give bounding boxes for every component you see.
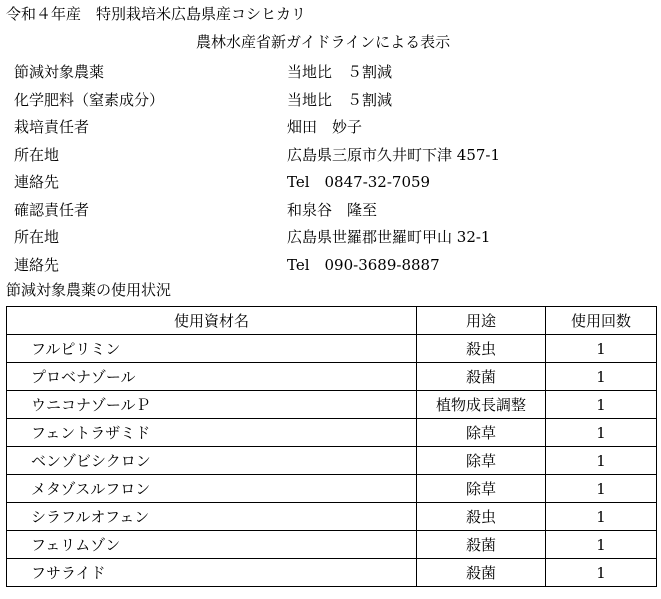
material-name: プロベナゾール — [7, 363, 417, 391]
table-row — [7, 335, 657, 363]
info-value-grower: 畑田 妙子 — [287, 118, 363, 136]
info-label-chemical-fertilizer: 化学肥料（窒素成分） — [14, 91, 165, 109]
table-row — [7, 363, 657, 391]
info-value-chemical-fertilizer: 当地比 ５割減 — [287, 91, 393, 109]
table-row — [7, 559, 657, 587]
document-title: 令和４年産 特別栽培米広島県産コシヒカリ — [6, 5, 307, 23]
material-name: フェリムゾン — [7, 531, 417, 559]
info-label-verifier-address: 所在地 — [14, 228, 60, 246]
material-purpose: 殺菌 — [417, 559, 546, 587]
table-row — [7, 419, 657, 447]
pesticide-usage-table — [6, 306, 657, 587]
table-header-row — [7, 307, 657, 335]
material-purpose: 除草 — [417, 475, 546, 503]
info-value-verifier-contact: Tel 090-3689-8887 — [287, 256, 440, 274]
table-row — [7, 503, 657, 531]
material-count: 1 — [546, 475, 657, 503]
material-purpose: 除草 — [417, 419, 546, 447]
info-label-verifier: 確認責任者 — [14, 201, 90, 219]
info-label-grower-contact: 連絡先 — [14, 173, 60, 191]
material-count: 1 — [546, 363, 657, 391]
material-count: 1 — [546, 503, 657, 531]
table-row — [7, 447, 657, 475]
material-purpose: 殺菌 — [417, 531, 546, 559]
material-count: 1 — [546, 447, 657, 475]
info-label-grower: 栽培責任者 — [14, 118, 90, 136]
usage-heading: 節減対象農薬の使用状況 — [6, 281, 172, 299]
material-purpose: 除草 — [417, 447, 546, 475]
column-header-material: 使用資材名 — [7, 307, 417, 335]
column-header-count: 使用回数 — [546, 307, 657, 335]
table-row — [7, 475, 657, 503]
material-name: フェントラザミド — [7, 419, 417, 447]
column-header-purpose: 用途 — [417, 307, 546, 335]
info-value-verifier: 和泉谷 隆至 — [287, 201, 378, 219]
material-purpose: 殺虫 — [417, 503, 546, 531]
material-name: フサライド — [7, 559, 417, 587]
material-name: シラフルオフェン — [7, 503, 417, 531]
material-name: フルピリミン — [7, 335, 417, 363]
material-count: 1 — [546, 419, 657, 447]
document-subtitle: 農林水産省新ガイドラインによる表示 — [196, 33, 451, 51]
material-count: 1 — [546, 531, 657, 559]
material-count: 1 — [546, 335, 657, 363]
material-name: ウニコナゾールＰ — [7, 391, 417, 419]
info-label-reduced-pesticide: 節減対象農薬 — [14, 63, 105, 81]
info-label-grower-address: 所在地 — [14, 146, 60, 164]
info-value-grower-address: 広島県三原市久井町下津 457-1 — [287, 146, 501, 164]
info-value-reduced-pesticide: 当地比 ５割減 — [287, 63, 393, 81]
table-row — [7, 391, 657, 419]
material-purpose: 殺菌 — [417, 363, 546, 391]
material-name: メタゾスルフロン — [7, 475, 417, 503]
material-name: ベンゾビシクロン — [7, 447, 417, 475]
table-row — [7, 531, 657, 559]
info-value-grower-contact: Tel 0847-32-7059 — [287, 173, 431, 191]
info-value-verifier-address: 広島県世羅郡世羅町甲山 32-1 — [287, 228, 491, 246]
material-purpose: 殺虫 — [417, 335, 546, 363]
material-count: 1 — [546, 391, 657, 419]
material-count: 1 — [546, 559, 657, 587]
info-label-verifier-contact: 連絡先 — [14, 256, 60, 274]
material-purpose: 植物成長調整 — [417, 391, 546, 419]
